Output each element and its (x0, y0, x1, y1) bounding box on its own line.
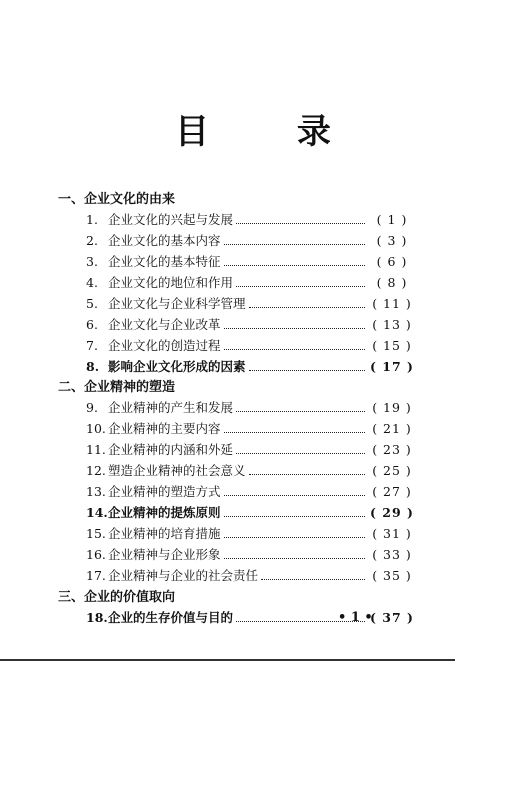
entry-title: 企业文化的地位和作用 (108, 275, 234, 290)
entry-number: 17. (86, 568, 106, 583)
entry-page: ( 19 ) (372, 400, 412, 415)
entry-page: ( 23 ) (372, 442, 412, 457)
entry-number: 9. (86, 400, 98, 415)
entry-number: 16. (86, 547, 106, 562)
entry-page: ( 11 ) (372, 296, 412, 311)
entry-number: 2. (86, 233, 98, 248)
entry-number: 14. (86, 505, 108, 520)
entry-title: 影响企业文化形成的因素 (108, 359, 246, 374)
toc-entry (86, 336, 416, 356)
entry-number: 18. (86, 610, 108, 625)
entry-page: ( 27 ) (372, 484, 412, 499)
toc-entry (86, 252, 416, 272)
entry-title: 企业精神的内涵和外延 (108, 442, 234, 457)
entry-number: 7. (86, 338, 98, 353)
leader-dots (224, 537, 365, 538)
toc-entry (86, 545, 416, 565)
page-title: 目 录 (175, 112, 369, 152)
entry-title: 企业精神的主要内容 (108, 421, 221, 436)
entry-page: ( 8 ) (376, 275, 408, 290)
entry-title: 企业精神的塑造方式 (108, 484, 221, 499)
entry-page: ( 35 ) (372, 568, 412, 583)
leader-dots (236, 453, 365, 454)
bottom-rule (0, 659, 455, 661)
entry-number: 1. (86, 212, 98, 227)
toc-entry (86, 294, 416, 314)
entry-number: 11. (86, 442, 106, 457)
entry-title: 企业文化的兴起与发展 (108, 212, 234, 227)
leader-dots (261, 579, 365, 580)
section-heading: 三、企业的价值取向 (58, 590, 176, 605)
toc-entry (86, 482, 416, 502)
entry-title: 企业精神与企业形象 (108, 547, 221, 562)
leader-dots (224, 349, 365, 350)
leader-dots (236, 223, 365, 224)
entry-number: 10. (86, 421, 106, 436)
toc-entry (86, 419, 416, 439)
entry-title: 企业的生存价值与目的 (108, 610, 234, 625)
entry-title: 企业文化与企业改革 (108, 317, 221, 332)
entry-page: ( 17 ) (370, 359, 414, 374)
entry-number: 5. (86, 296, 98, 311)
leader-dots (224, 495, 365, 496)
entry-number: 4. (86, 275, 98, 290)
entry-page: ( 3 ) (376, 233, 408, 248)
entry-title: 企业精神的提炼原则 (108, 505, 221, 520)
section-heading: 二、企业精神的塑造 (58, 380, 176, 395)
entry-title: 企业精神与企业的社会责任 (108, 568, 259, 583)
toc-entry (86, 461, 416, 481)
entry-number: 15. (86, 526, 106, 541)
entry-title: 企业精神的培育措施 (108, 526, 221, 541)
leader-dots (236, 286, 365, 287)
entry-number: 6. (86, 317, 98, 332)
toc-entry (86, 566, 416, 586)
toc-entry (86, 524, 416, 544)
toc-entry (86, 357, 416, 377)
entry-number: 3. (86, 254, 98, 269)
entry-page: ( 15 ) (372, 338, 412, 353)
entry-page: ( 33 ) (372, 547, 412, 562)
leader-dots (224, 558, 365, 559)
entry-page: ( 31 ) (372, 526, 412, 541)
entry-page: ( 29 ) (370, 505, 414, 520)
toc-entry (86, 210, 416, 230)
leader-dots (236, 411, 365, 412)
entry-title: 企业文化的创造过程 (108, 338, 221, 353)
entry-page: ( 21 ) (372, 421, 412, 436)
entry-number: 13. (86, 484, 106, 499)
entry-page: ( 37 ) (370, 610, 414, 625)
toc-entry (86, 440, 416, 460)
entry-number: 12. (86, 463, 106, 478)
leader-dots (224, 265, 365, 266)
entry-page: ( 25 ) (372, 463, 412, 478)
page-number: • 1 • (338, 610, 373, 625)
leader-dots (224, 328, 365, 329)
entry-title: 企业精神的产生和发展 (108, 400, 234, 415)
leader-dots (249, 370, 365, 371)
leader-dots (249, 307, 365, 308)
entry-page: ( 1 ) (376, 212, 408, 227)
entry-title: 企业文化的基本特征 (108, 254, 221, 269)
leader-dots (224, 244, 365, 245)
toc-entry (86, 273, 416, 293)
leader-dots (249, 474, 365, 475)
toc-entry (86, 315, 416, 335)
entry-number: 8. (86, 359, 100, 374)
entry-title: 企业文化与企业科学管理 (108, 296, 246, 311)
entry-title: 企业文化的基本内容 (108, 233, 221, 248)
entry-page: ( 13 ) (372, 317, 412, 332)
toc-entry (86, 231, 416, 251)
entry-page: ( 6 ) (376, 254, 408, 269)
leader-dots (224, 432, 365, 433)
leader-dots (224, 516, 365, 517)
section-heading: 一、企业文化的由来 (58, 192, 176, 207)
toc-entry (86, 503, 416, 523)
entry-title: 塑造企业精神的社会意义 (108, 463, 246, 478)
toc-entry (86, 398, 416, 418)
